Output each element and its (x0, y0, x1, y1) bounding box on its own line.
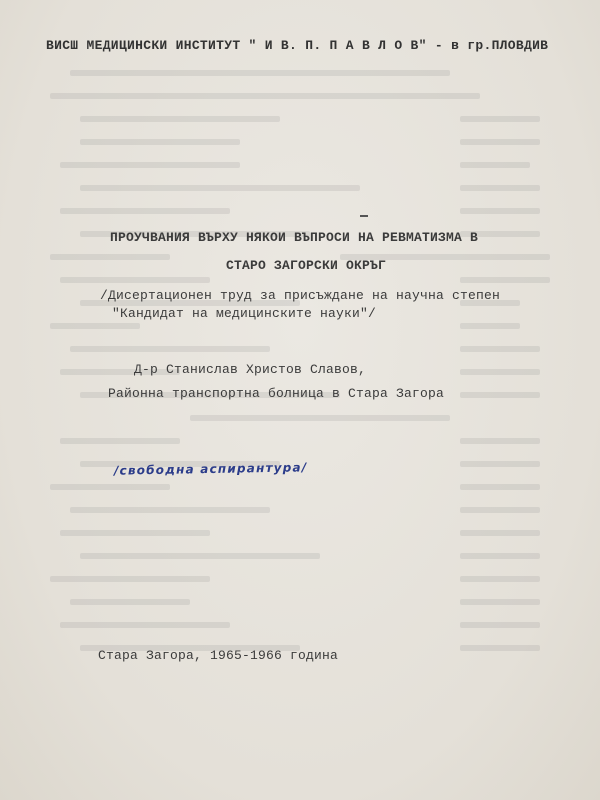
author-affiliation: Районна транспортна болница в Стара Загора (108, 386, 445, 401)
dissertation-title-line-1: ПРОУЧВАНИЯ ВЪРХУ НЯКОИ ВЪПРОСИ НА РЕВМАТИЗМА В (110, 230, 479, 245)
institute-header: ВИСШ МЕДИЦИНСКИ ИНСТИТУТ " И В. П. П А В Л О В" - в гр.ПЛОВДИВ (46, 38, 549, 53)
dissertation-subtitle-line-2: "Кандидат на медицинските науки"/ (112, 306, 377, 321)
handwritten-note: /свободна аспирантура/ (113, 460, 308, 478)
typed-dash-mark (360, 215, 368, 217)
author-name: Д-р Станислав Христов Славов, (134, 362, 367, 377)
place-and-date: Стара Загора, 1965-1966 година (98, 648, 339, 663)
show-through-text (40, 62, 560, 660)
dissertation-subtitle-line-1: /Дисертационен труд за присъждане на научна степен (100, 288, 501, 303)
dissertation-title-line-2: СТАРО ЗАГОРСКИ ОКРЪГ (226, 258, 387, 273)
